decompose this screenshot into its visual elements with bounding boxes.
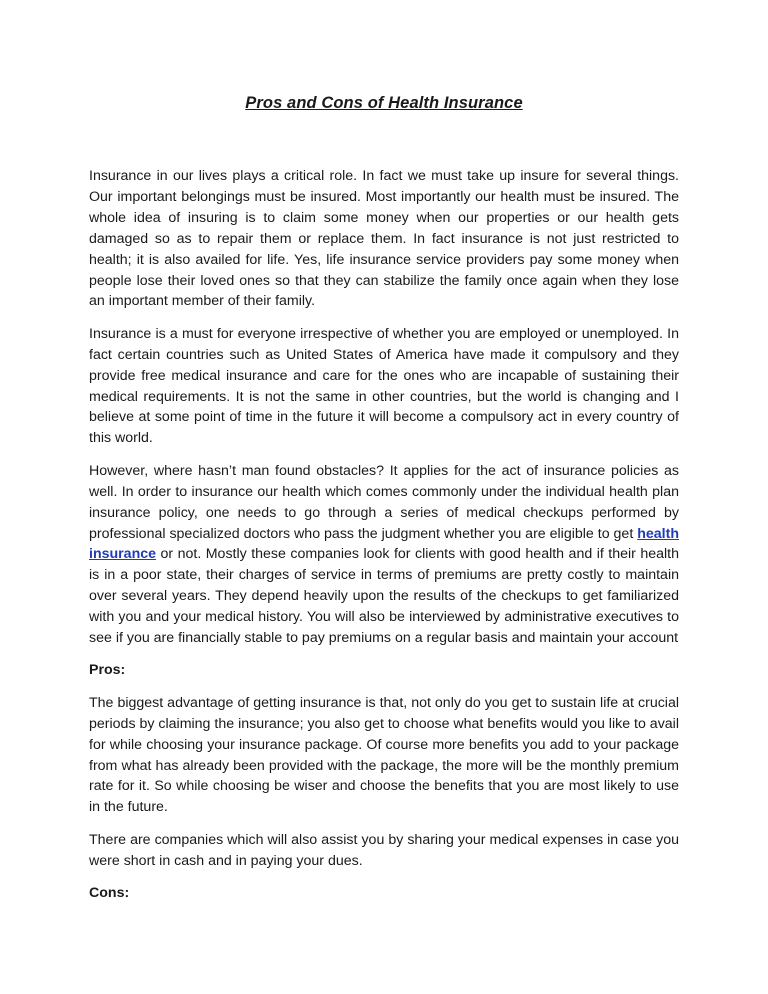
health-insurance-link[interactable]: health insurance <box>89 525 679 563</box>
cons-heading: Cons: <box>89 885 130 902</box>
pros-paragraph-advantage: The biggest advantage of getting insurance is that, not only do you get to sustain life at crucial periods by claiming the insurance; you also get to choose what benefits would you like to avail for while choosing your insurance package. Of course more benefits you add to your package from what has already been provided with the package, the more will be the monthly premium rate for it. So while choosing be wiser and choose the benefits that you are most likely to use in the future. <box>89 694 679 816</box>
paragraph-obstacles-after-link: or not. Mostly these companies look for clients with good health and if their health is in a poor state, their charges of service in terms of premiums are pretty costly to maintain over several years. They depend heavily upon the results of the checkups to get familiarized with you and your medical history. You will also be interviewed by administrative executives to see if you are financially stable to pay premiums on a regular basis and maintain your account <box>89 546 679 647</box>
paragraph-obstacles <box>89 461 679 649</box>
pros-paragraph-companies: There are companies which will also assist you by sharing your medical expenses in case you were short in cash and in paying your dues. <box>89 831 679 869</box>
paragraph-obstacles-before-link: However, where hasn’t man found obstacles? It applies for the act of insurance policies as well. In order to insurance our health which comes commonly under the individual health plan insurance policy, one needs to go through a series of medical checkups performed by professional specialized doctors who pass the judgment whether you are eligible to get <box>89 462 679 542</box>
document-page <box>89 88 679 916</box>
paragraph-intro: Insurance in our lives plays a critical role. In fact we must take up insure for several things. Our important belongings must be insured. Most importantly our health must be insured. The whole idea of insuring is to claim some money when our properties or our health gets damaged so as to repair them or replace them. In fact insurance is not just restricted to health; it is also availed for life. Yes, life insurance service providers pay some money when people lose their loved ones so that they can stabilize the family once again when they lose an important member of their family. <box>89 168 679 310</box>
paragraph-compulsory: Insurance is a must for everyone irrespective of whether you are employed or unemployed. In fact certain countries such as United States of America have made it compulsory and they provide free medical insurance and care for the ones who are incapable of sustaining their medical requirements. It is not the same in other countries, but the world is changing and I believe at some point of time in the future it will become a compulsory act in every country of this world. <box>89 325 679 447</box>
page-title: Pros and Cons of Health Insurance <box>245 94 523 112</box>
pros-heading: Pros: <box>89 662 126 679</box>
